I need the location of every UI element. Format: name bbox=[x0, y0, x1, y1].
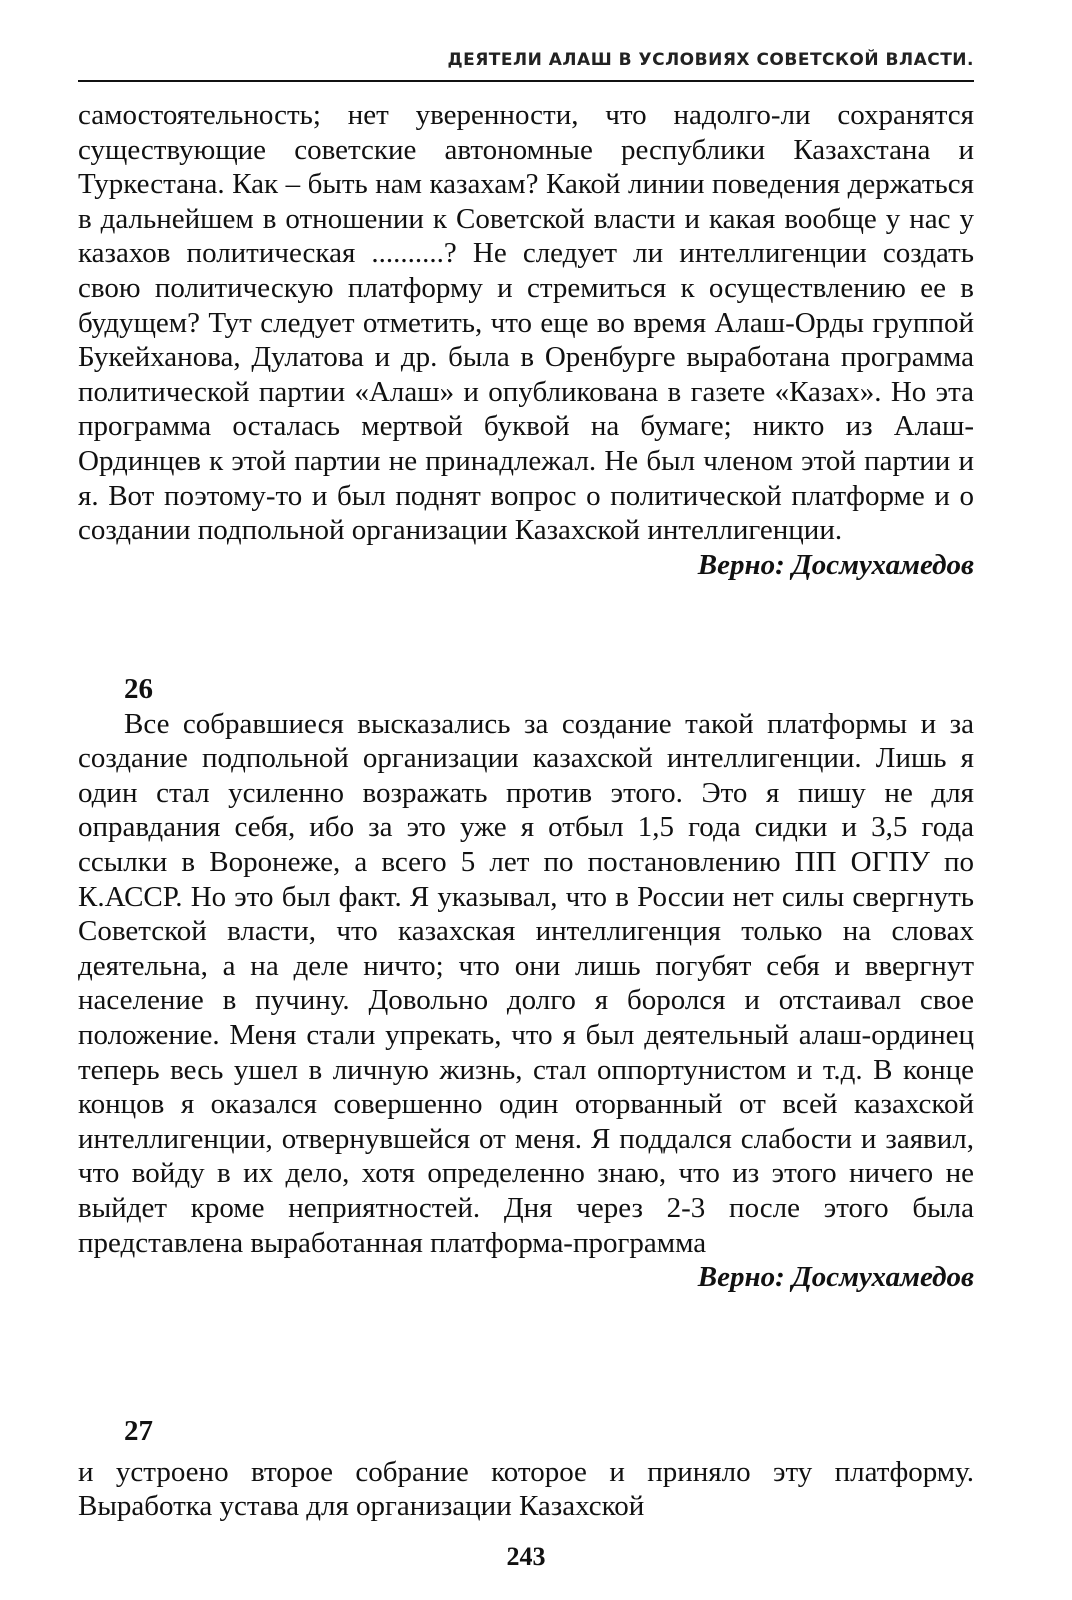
book-page bbox=[78, 0, 974, 1600]
header-rule bbox=[78, 80, 974, 82]
block-1 bbox=[78, 98, 974, 582]
running-head: ДЕЯТЕЛИ АЛАШ В УСЛОВИЯХ СОВЕТСКОЙ ВЛАСТИ. bbox=[447, 50, 974, 70]
block-2 bbox=[78, 672, 974, 1295]
block-1-text: самостоятельность; нет уверенности, что надолго-ли сохранятся существующие советские автономные республики Казахстана и Туркестана. Как – быть нам казахам? Какой линии поведения держаться в дальнейшем в отношении к Советской власти и какая вообще у нас у казахов политическая ..........? Не следует ли интеллигенции создать свою политическую платформу и стремиться к осуществлению ее в будущем? Тут следует отметить, что еще во время Алаш-Орды группой Букейханова, Дулатова и др. была в Оренбурге выработана программа политической партии «Алаш» и опубликована в газете «Казах». Но эта программа осталась мертвой буквой на бумаге; никто из Алаш-Ординцев к этой партии не принадлежал. Не был членом этой партии и я. Вот поэтому-то и был поднят вопрос о политической платформе и о создании подпольной организации Казахской интеллигенции. bbox=[78, 99, 974, 547]
block-3-text: и устроено второе собрание которое и приняло эту платформу. Выработка устава для организации Казахской bbox=[78, 1455, 974, 1523]
block-3 bbox=[78, 1414, 974, 1524]
block-2-number: 26 bbox=[124, 673, 153, 705]
page-number: 243 bbox=[506, 1542, 546, 1571]
block-3-number: 27 bbox=[124, 1415, 153, 1447]
block-1-signature: Верно: Досмухамедов bbox=[697, 548, 974, 581]
block-2-signature: Верно: Досмухамедов bbox=[697, 1261, 974, 1294]
block-2-text: Все собравшиеся высказались за создание такой платформы и за создание подпольной организации казахской интеллигенции. Лишь я один стал усиленно возражать против этого. Это я пишу не для оправдания себя, ибо за это уже я отбыл 1,5 года сидки и 3,5 года ссылки в Воронеже, а всего 5 лет по постановлению ПП ОГПУ по К.АССР. Но это был факт. Я указывал, что в России нет силы свергнуть Советской власти, что казахская интеллигенция только на словах деятельна, а на деле ничто; что они лишь погубят себя и ввергнут население в пучину. Довольно долго я боролся и отстаивал свое положение. Меня стали упрекать, что я был деятельный алаш-ординец теперь весь ушел в личную жизнь, стал оппортунистом и т.д. В конце концов я оказался совершенно один оторванный от всей казахской интеллигенции, отвернувшейся от меня. Я поддался слабости и заявил, что войду в их дело, хотя определенно знаю, что из этого ничего не выйдет кроме неприятностей. Дня через 2-3 после этого была представлена выработанная платформа-программа bbox=[78, 707, 974, 1259]
